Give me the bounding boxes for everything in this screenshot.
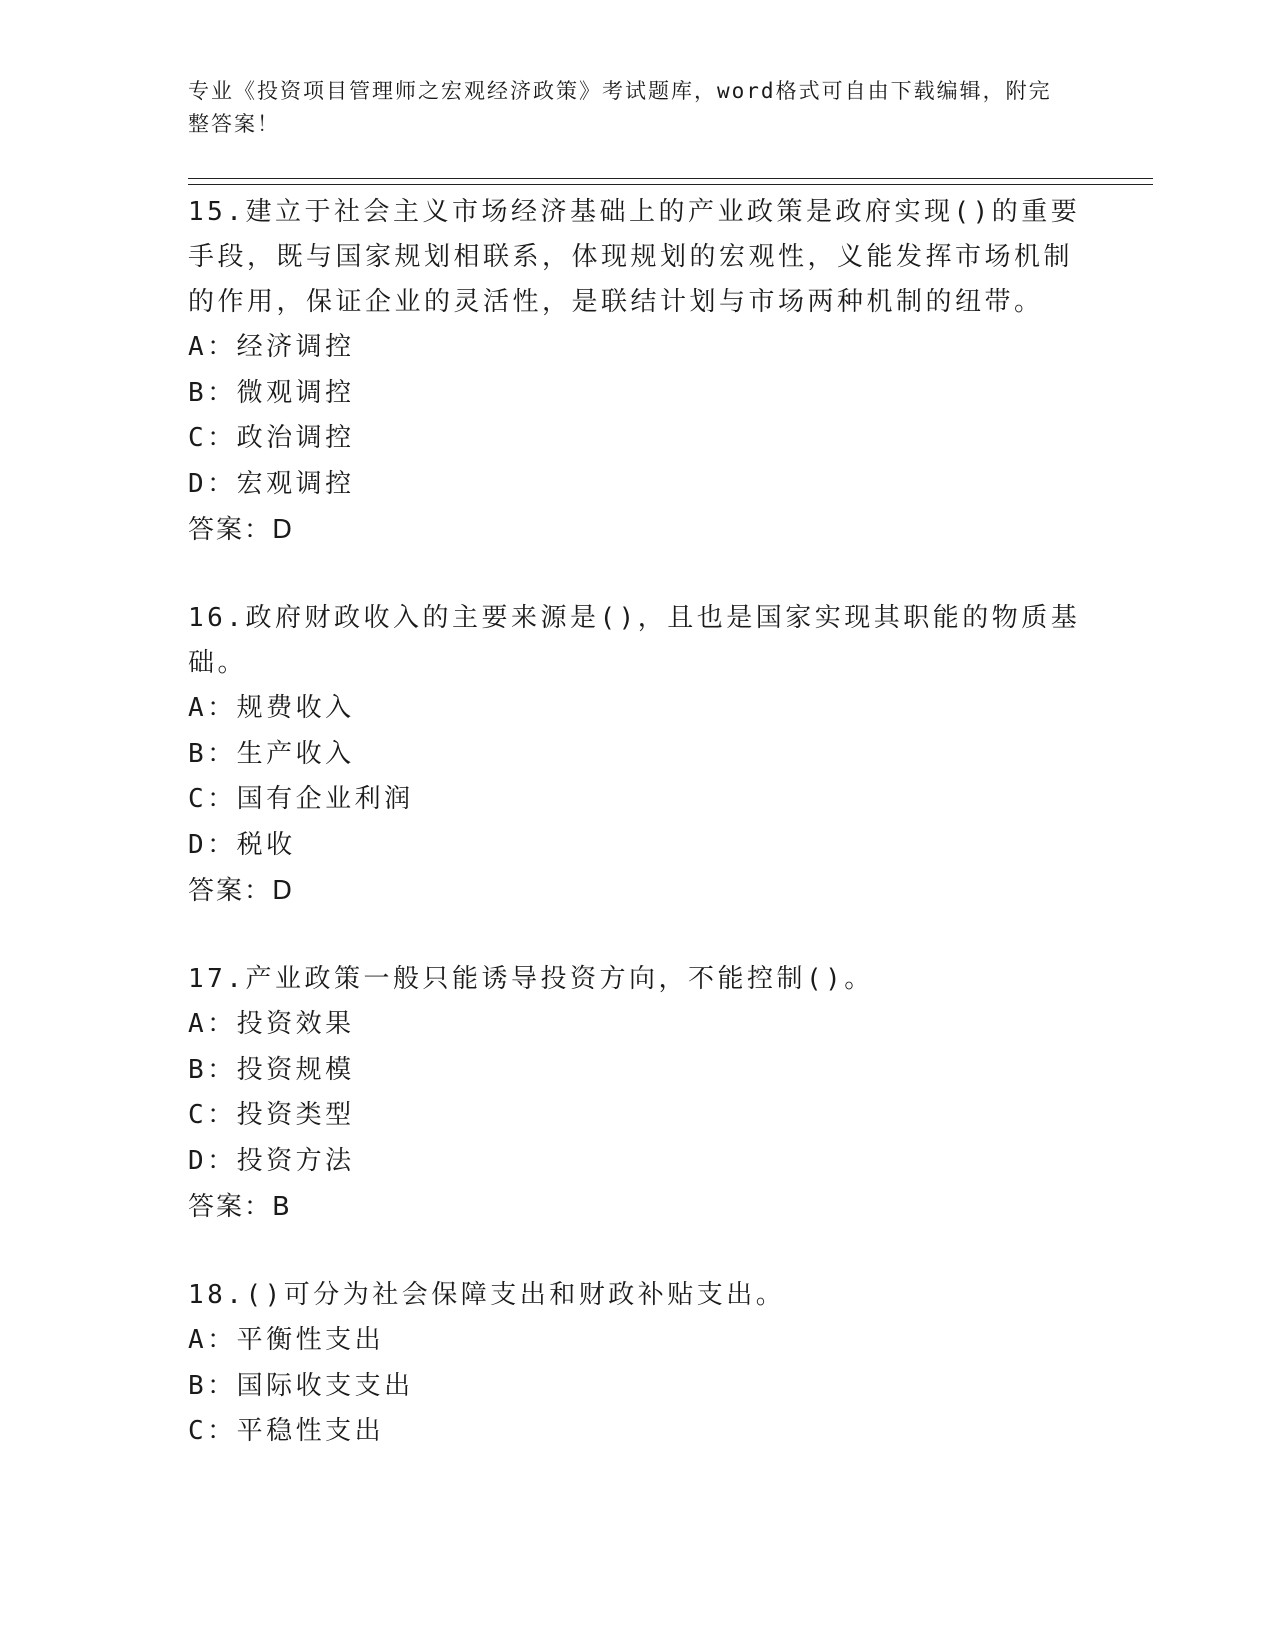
- option-a: A：投资效果: [188, 1009, 355, 1039]
- option-a: A：经济调控: [188, 332, 355, 362]
- answer-value: D: [272, 876, 295, 906]
- option-d: D：投资方法: [188, 1145, 355, 1176]
- option-b: B：投资规模: [188, 1054, 355, 1085]
- option-c: C：国有企业利润: [188, 784, 414, 814]
- question-18: [188, 1273, 1148, 1455]
- option-c: C：平稳性支出: [188, 1416, 385, 1446]
- option-b: B：微观调控: [188, 377, 355, 408]
- answer-label: 答案：: [188, 876, 273, 906]
- option-a: A：平衡性支出: [188, 1325, 385, 1355]
- answer-line: [188, 868, 1148, 914]
- header-divider-bottom: [188, 184, 1153, 185]
- question-stem: 17.产业政策一般只能诱导投资方向，不能控制()。: [188, 964, 874, 994]
- answer-line: [188, 507, 1148, 553]
- option-c: C：投资类型: [188, 1100, 355, 1130]
- document-header-title: 专业《投资项目管理师之宏观经济政策》考试题库，word格式可自由下载编辑，附完整答案！: [188, 79, 1052, 136]
- option-a: A：规费收入: [188, 693, 355, 723]
- question-stem: 18.()可分为社会保障支出和财政补贴支出。: [188, 1280, 786, 1310]
- question-list: [188, 190, 1148, 1455]
- answer-label: 答案：: [188, 1192, 273, 1222]
- answer-label: 答案：: [188, 515, 273, 545]
- option-d: D：税收: [188, 829, 296, 860]
- option-b: B：国际收支支出: [188, 1370, 414, 1401]
- question-15: [188, 190, 1148, 553]
- question-17: [188, 957, 1148, 1230]
- answer-line: [188, 1184, 1148, 1230]
- answer-value: D: [272, 515, 295, 545]
- question-16: [188, 596, 1148, 914]
- question-stem: 15.建立于社会主义市场经济基础上的产业政策是政府实现()的重要手段，既与国家规划相联系，体现规划的宏观性，义能发挥市场机制的作用，保证企业的灵活性，是联结计划与市场两种机制的纽带。: [188, 197, 1081, 317]
- option-c: C：政治调控: [188, 423, 355, 453]
- answer-value: B: [272, 1192, 292, 1222]
- question-stem: 16.政府财政收入的主要来源是()，且也是国家实现其职能的物质基础。: [188, 603, 1081, 678]
- option-b: B：生产收入: [188, 738, 355, 769]
- option-d: D：宏观调控: [188, 468, 355, 499]
- header-divider-top: [188, 178, 1153, 179]
